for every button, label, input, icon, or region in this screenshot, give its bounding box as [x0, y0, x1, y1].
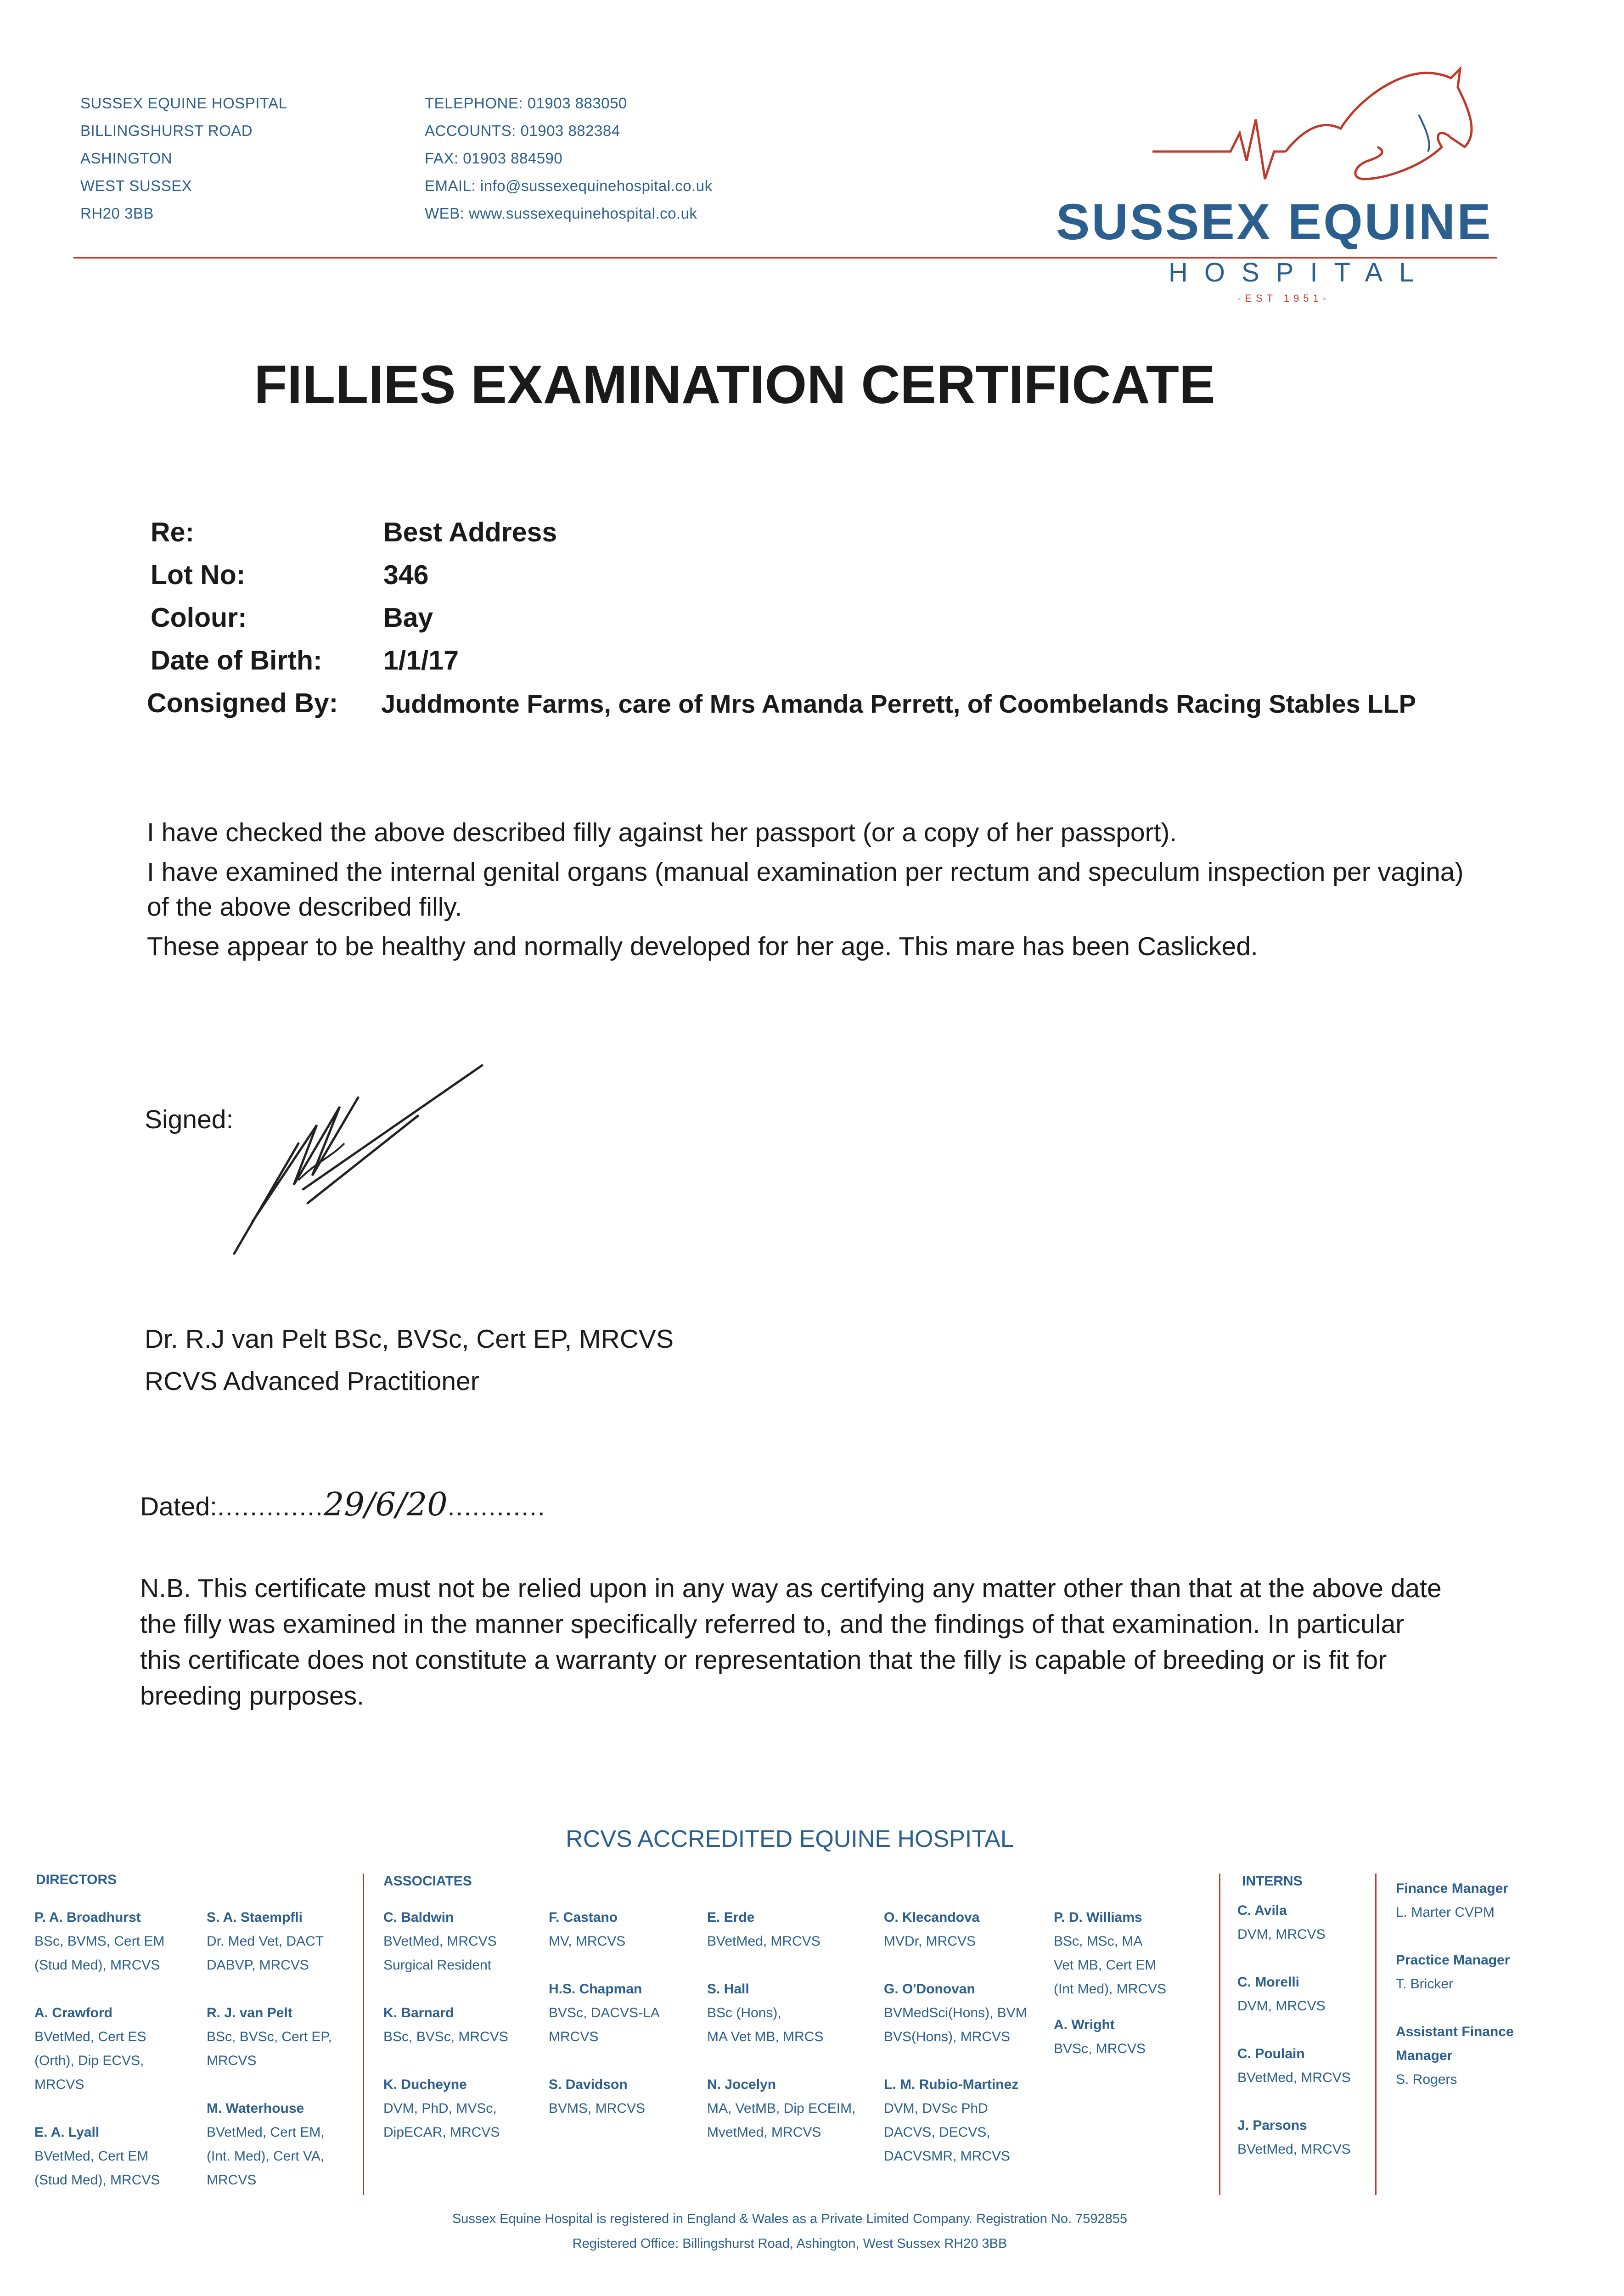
- staff-quals: BVMS, MRCVS: [549, 2101, 646, 2116]
- statement-passport: I have checked the above described filly against her passport (or a copy of her passport).: [147, 818, 1177, 847]
- staff-quals: DVM, DVSc PhD: [884, 2101, 988, 2116]
- staff-quals: BVetMed, MRCVS: [1237, 2070, 1351, 2085]
- directors-heading: DIRECTORS: [36, 1872, 117, 1887]
- staff-quals: (Int. Med), Cert VA,: [207, 2149, 325, 2164]
- staff-quals: BSc, MSc, MA: [1054, 1934, 1143, 1949]
- staff-quals: Surgical Resident: [383, 1958, 492, 1973]
- staff-quals: BSc, BVSc, MRCVS: [383, 2029, 508, 2044]
- associates-column-5: [1054, 1906, 1166, 2061]
- detail-label-consigned: Consigned By:: [147, 688, 338, 718]
- signed-label: Signed:: [145, 1105, 234, 1134]
- disclaimer-note: N.B. This certificate must not be relied upon in any way as certifying any matter other than that at the above date the filly was examined in the manner specifically referred to, and the findings of that examination. In particular this certificate does not constitute a warranty or representation that the filly is capable of breeding or is fit for breeding purposes.: [140, 1574, 1442, 1711]
- accreditation-heading: RCVS ACCREDITED EQUINE HOSPITAL: [566, 1826, 1014, 1852]
- staff-quals: BSc, BVMS, Cert EM: [34, 1934, 165, 1949]
- staff-quals: (Int Med), MRCVS: [1054, 1981, 1167, 1997]
- associates-column-4: [884, 1906, 1027, 2168]
- staff-quals: DVM, PhD, MVSc,: [383, 2101, 497, 2116]
- staff-quals: DVM, MRCVS: [1237, 1927, 1326, 1942]
- dated-field: Dated:.............29/6/20............: [140, 1486, 546, 1523]
- staff-quals: (Orth), Dip ECVS,: [34, 2053, 144, 2068]
- staff-name: S. Hall: [707, 1981, 749, 1997]
- staff-quals: DipECAR, MRCVS: [383, 2125, 500, 2140]
- signatory-name: Dr. R.J van Pelt BSc, BVSc, Cert EP, MRCVS: [145, 1324, 674, 1354]
- staff-quals: MA Vet MB, MRCS: [707, 2029, 824, 2044]
- directors-column-1: [34, 1906, 164, 2192]
- staff-quals: MA, VetMB, Dip ECEIM,: [707, 2101, 856, 2116]
- staff-quals: BVetMed, MRCVS: [707, 1934, 820, 1949]
- staff-quals: DVM, MRCVS: [1237, 1998, 1326, 2014]
- staff-quals: BVetMed, MRCVS: [383, 1934, 497, 1949]
- web-line: WEB: www.sussexequinehospital.co.uk: [425, 205, 697, 222]
- staff-quals: MRCVS: [207, 2053, 257, 2068]
- staff-quals: DABVP, MRCVS: [207, 1958, 309, 1973]
- logo-name: SUSSEX EQUINE: [1056, 194, 1493, 250]
- staff-quals: BVSc, DACVS-LA: [549, 2005, 660, 2020]
- address-line: RH20 3BB: [80, 205, 154, 222]
- staff-name: S. Davidson: [549, 2077, 628, 2092]
- email-line: EMAIL: info@sussexequinehospital.co.uk: [425, 177, 713, 194]
- staff-name: P. A. Broadhurst: [34, 1910, 141, 1925]
- staff-name: H.S. Chapman: [549, 1981, 642, 1997]
- registration-text: Sussex Equine Hospital is registered in England & Wales as a Private Limited Company. Registration No. 7592855: [452, 2212, 1128, 2226]
- telephone-line: TELEPHONE: 01903 883050: [425, 95, 627, 112]
- address-block: [80, 90, 287, 227]
- signatory-block: [145, 1318, 674, 1402]
- staff-quals: MV, MRCVS: [549, 1934, 626, 1949]
- staff-quals: DACVS, DECVS,: [884, 2125, 990, 2140]
- manager-role: Practice Manager: [1396, 1953, 1510, 1968]
- staff-quals: DACVSMR, MRCVS: [884, 2149, 1011, 2164]
- staff-name: E. A. Lyall: [34, 2125, 100, 2140]
- address-line: BILLINGSHURST ROAD: [80, 122, 253, 139]
- associates-heading: ASSOCIATES: [383, 1874, 472, 1889]
- staff-quals: MvetMed, MRCVS: [707, 2125, 821, 2140]
- detail-label-dob: Date of Birth:: [151, 645, 322, 675]
- detail-value-re: Best Address: [383, 517, 557, 547]
- staff-name: C. Avila: [1237, 1903, 1287, 1918]
- manager-name: T. Bricker: [1396, 1976, 1454, 1992]
- address-line: SUSSEX EQUINE HOSPITAL: [80, 95, 287, 112]
- staff-quals: BSc (Hons),: [707, 2005, 781, 2020]
- staff-quals: BVSc, MRCVS: [1054, 2041, 1146, 2056]
- manager-role: Assistant Finance Manager: [1396, 2024, 1514, 2063]
- staff-quals: Dr. Med Vet, DACT: [207, 1934, 324, 1949]
- directors-column-2: [207, 1906, 332, 2192]
- interns-heading: INTERNS: [1242, 1874, 1303, 1889]
- staff-name: M. Waterhouse: [207, 2101, 304, 2116]
- staff-quals: BVMedSci(Hons), BVM: [884, 2005, 1027, 2020]
- staff-quals: MRCVS: [207, 2172, 257, 2188]
- staff-name: S. A. Staempfli: [207, 1910, 303, 1925]
- manager-name: S. Rogers: [1396, 2072, 1457, 2087]
- dated-label: Dated:: [140, 1492, 217, 1521]
- horse-heartbeat-logo-icon: [1148, 60, 1497, 211]
- staff-quals: BSc, BVSc, Cert EP,: [207, 2029, 332, 2044]
- staff-name: F. Castano: [549, 1910, 618, 1925]
- divider-interns: [1375, 1874, 1377, 2195]
- dated-value: 29/6/20: [323, 1486, 448, 1523]
- statement-health: These appear to be healthy and normally developed for her age. This mare has been Caslicked.: [147, 932, 1258, 961]
- staff-name: K. Ducheyne: [383, 2077, 467, 2092]
- staff-name: C. Baldwin: [383, 1910, 454, 1925]
- staff-name: J. Parsons: [1237, 2118, 1307, 2133]
- fax-line: FAX: 01903 884590: [425, 150, 563, 167]
- staff-quals: Vet MB, Cert EM: [1054, 1958, 1157, 1973]
- staff-quals: BVetMed, MRCVS: [1237, 2142, 1351, 2157]
- staff-name: E. Erde: [707, 1910, 755, 1925]
- registration-block: [0, 2206, 1579, 2256]
- staff-quals: BVS(Hons), MRCVS: [884, 2029, 1011, 2044]
- staff-quals: BVetMed, Cert EM,: [207, 2125, 325, 2140]
- staff-quals: MVDr, MRCVS: [884, 1934, 976, 1949]
- staff-name: K. Barnard: [383, 2005, 454, 2020]
- signatory-title: RCVS Advanced Practitioner: [145, 1367, 479, 1396]
- manager-role: Finance Manager: [1396, 1881, 1509, 1896]
- logo-subtitle: HOSPITAL: [1169, 258, 1431, 287]
- address-line: ASHINGTON: [80, 150, 173, 167]
- staff-name: L. M. Rubio-Martinez: [884, 2077, 1019, 2092]
- logo-established: -EST 1951-: [1237, 293, 1331, 304]
- detail-value-consigned: Juddmonte Farms, care of Mrs Amanda Perrett, of Coombelands Racing Stables LLP: [381, 689, 1416, 718]
- staff-name: C. Morelli: [1237, 1975, 1300, 1990]
- detail-value-lot: 346: [383, 560, 429, 590]
- staff-name: A. Crawford: [34, 2005, 113, 2020]
- accounts-line: ACCOUNTS: 01903 882384: [425, 122, 620, 139]
- divider-associates: [1219, 1874, 1220, 2195]
- staff-quals: (Stud Med), MRCVS: [34, 1958, 160, 1973]
- staff-quals: MRCVS: [549, 2029, 599, 2044]
- staff-name: A. Wright: [1054, 2017, 1115, 2032]
- associates-column-3: [707, 1906, 855, 2144]
- staff-quals: MRCVS: [34, 2077, 84, 2092]
- staff-name: P. D. Williams: [1054, 1910, 1142, 1925]
- staff-name: R. J. van Pelt: [207, 2005, 292, 2020]
- interns-column: [1237, 1899, 1351, 2161]
- registered-office: Registered Office: Billingshurst Road, Ashington, West Sussex RH20 3BB: [572, 2236, 1007, 2251]
- detail-label-re: Re:: [151, 517, 195, 547]
- staff-quals: (Stud Med), MRCVS: [34, 2172, 160, 2188]
- certificate-title: FILLIES EXAMINATION CERTIFICATE: [254, 355, 1215, 415]
- staff-name: C. Poulain: [1237, 2046, 1305, 2061]
- management-column: [1396, 1877, 1534, 2092]
- detail-label-lot: Lot No:: [151, 560, 246, 590]
- staff-quals: BVetMed, Cert EM: [34, 2149, 149, 2164]
- signature-mark: [225, 1052, 500, 1267]
- staff-name: G. O'Donovan: [884, 1981, 975, 1997]
- statement-examination: I have examined the internal genital organs (manual examination per rectum and speculum inspection per vagina) of the above described filly.: [147, 857, 1464, 922]
- associates-column-1: [383, 1906, 508, 2144]
- detail-value-dob: 1/1/17: [383, 645, 459, 675]
- associates-column-2: [549, 1906, 660, 2121]
- detail-label-colour: Colour:: [151, 602, 247, 633]
- address-line: WEST SUSSEX: [80, 177, 192, 194]
- staff-name: N. Jocelyn: [707, 2077, 776, 2092]
- staff-quals: BVetMed, Cert ES: [34, 2029, 146, 2044]
- detail-value-colour: Bay: [383, 602, 433, 633]
- staff-name: O. Klecandova: [884, 1910, 980, 1925]
- statements-block: [147, 815, 1478, 964]
- divider-directors: [363, 1874, 364, 2195]
- contact-block: [425, 90, 713, 227]
- manager-name: L. Marter CVPM: [1396, 1905, 1495, 1920]
